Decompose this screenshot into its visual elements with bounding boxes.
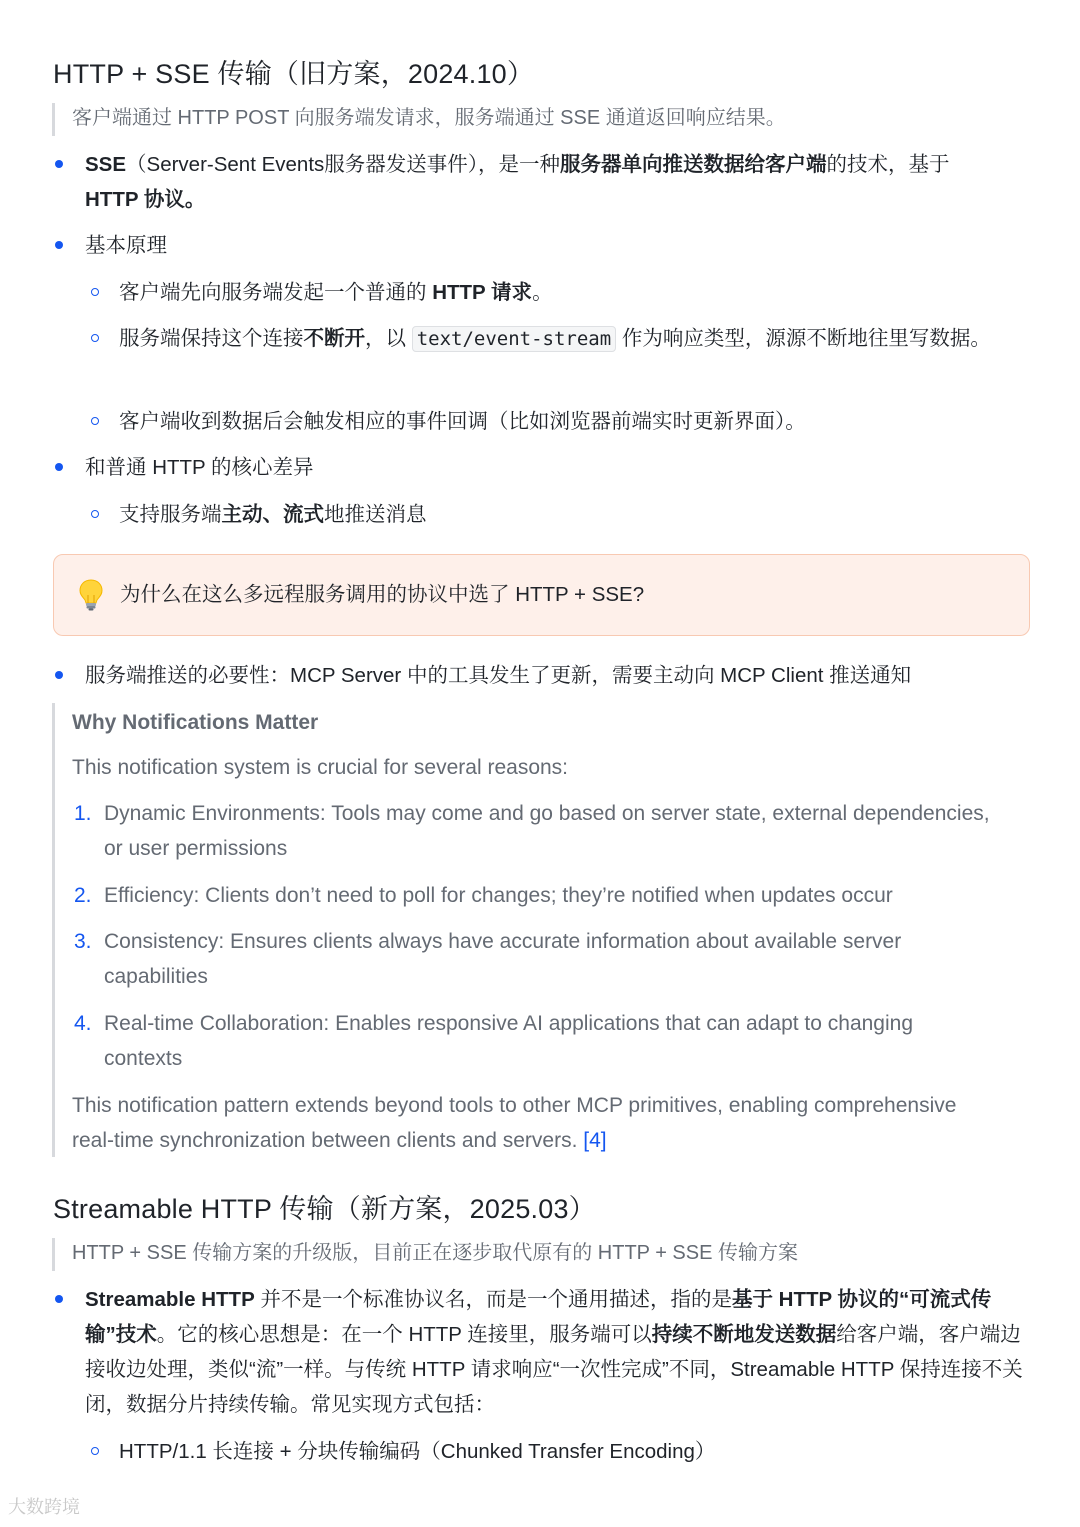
blockquote-outro: This notification pattern extends beyond tools to other MCP primitives, enabling comprehensive real-time synchronization between clients and servers. [4] <box>72 1094 957 1152</box>
sub-list-item-text: 支持服务端主动、流式地推送消息 <box>119 503 427 526</box>
quote-text: 客户端通过 HTTP POST 向服务端发请求，服务端通过 SSE 通道返回响应结果。 <box>72 107 786 129</box>
inline-code: text/event-stream <box>412 326 616 352</box>
section-quote <box>52 1238 798 1271</box>
blockquote-heading: Why Notifications Matter <box>72 711 319 734</box>
lightbulb-icon <box>78 579 104 616</box>
sub-bullet-circle <box>91 288 99 296</box>
list-item-text: 服务端推送的必要性：MCP Server 中的工具发生了更新，需要主动向 MCP Client 推送通知 <box>85 664 912 687</box>
reference-link[interactable]: [4] <box>583 1129 607 1152</box>
watermark <box>8 1493 80 1519</box>
ordered-list-item: 1. Dynamic Environments: Tools may come and go based on server state, external dependencies, or user permissions <box>74 802 990 860</box>
section-title-http-sse: HTTP + SSE 传输（旧方案，2024.10） <box>53 59 535 89</box>
sub-list-item-text: HTTP/1.1 长连接 + 分块传输编码（Chunked Transfer Encoding） <box>119 1440 716 1463</box>
watermark-text: 大数跨境 <box>8 1497 80 1517</box>
quote-text: HTTP + SSE 传输方案的升级版，目前正在逐步取代原有的 HTTP + SSE 传输方案 <box>72 1242 799 1264</box>
list-item-text: 和普通 HTTP 的核心差异 <box>85 456 314 479</box>
list-item-text: SSE（Server-Sent Events服务器发送事件），是一种服务器单向推送数据给客户端的技术，基于 HTTP 协议。 <box>85 153 950 211</box>
blockquote-intro: This notification system is crucial for several reasons: <box>72 756 569 779</box>
bullet-dot <box>55 463 63 471</box>
bullet-dot <box>55 1295 63 1303</box>
blockquote <box>52 703 1015 1157</box>
sub-bullet-circle <box>91 334 99 342</box>
sub-bullet-circle <box>91 510 99 518</box>
sub-bullet-circle <box>91 1447 99 1455</box>
sub-list-item-text: 服务端保持这个连接不断开，以 text/event-stream 作为响应类型，源源不断地往里写数据。 <box>119 327 991 350</box>
section-title-streamable-http: Streamable HTTP 传输（新方案，2025.03） <box>53 1194 596 1224</box>
sub-list-item-text: 客户端先向服务端发起一个普通的 HTTP 请求。 <box>119 281 553 304</box>
ordered-list-item: 3. Consistency: Ensures clients always have accurate information about available server capabilities <box>74 930 902 988</box>
list-item-text: 基本原理 <box>85 234 167 257</box>
sub-bullet-circle <box>91 417 99 425</box>
section-quote <box>52 103 786 136</box>
ordered-list-item: 2. Efficiency: Clients don’t need to poll for changes; they’re notified when updates occur <box>74 884 893 907</box>
bullet-dot <box>55 160 63 168</box>
callout-box <box>53 554 1030 636</box>
callout-text: 为什么在这么多远程服务调用的协议中选了 HTTP + SSE? <box>120 583 645 606</box>
ordered-list-item: 4. Real-time Collaboration: Enables responsive AI applications that can adapt to changing contexts <box>74 1012 914 1070</box>
sub-list-item-text: 客户端收到数据后会触发相应的事件回调（比如浏览器前端实时更新界面）。 <box>119 410 806 433</box>
bullet-dot <box>55 241 63 249</box>
bullet-dot <box>55 671 63 679</box>
list-item-text: Streamable HTTP 并不是一个标准协议名，而是一个通用描述，指的是基于 HTTP 协议的“可流式传输”技术。它的核心思想是：在一个 HTTP 连接里，服务端可以持续不断地发送数据给客户端，客户端边接收边处理，类似“流”一样。与传统 HTTP 请求响应“一次性完成”不同，Streamable HTTP 保持连接不关闭，数据分片持续传输。常见实现方式包括： <box>85 1288 1023 1416</box>
